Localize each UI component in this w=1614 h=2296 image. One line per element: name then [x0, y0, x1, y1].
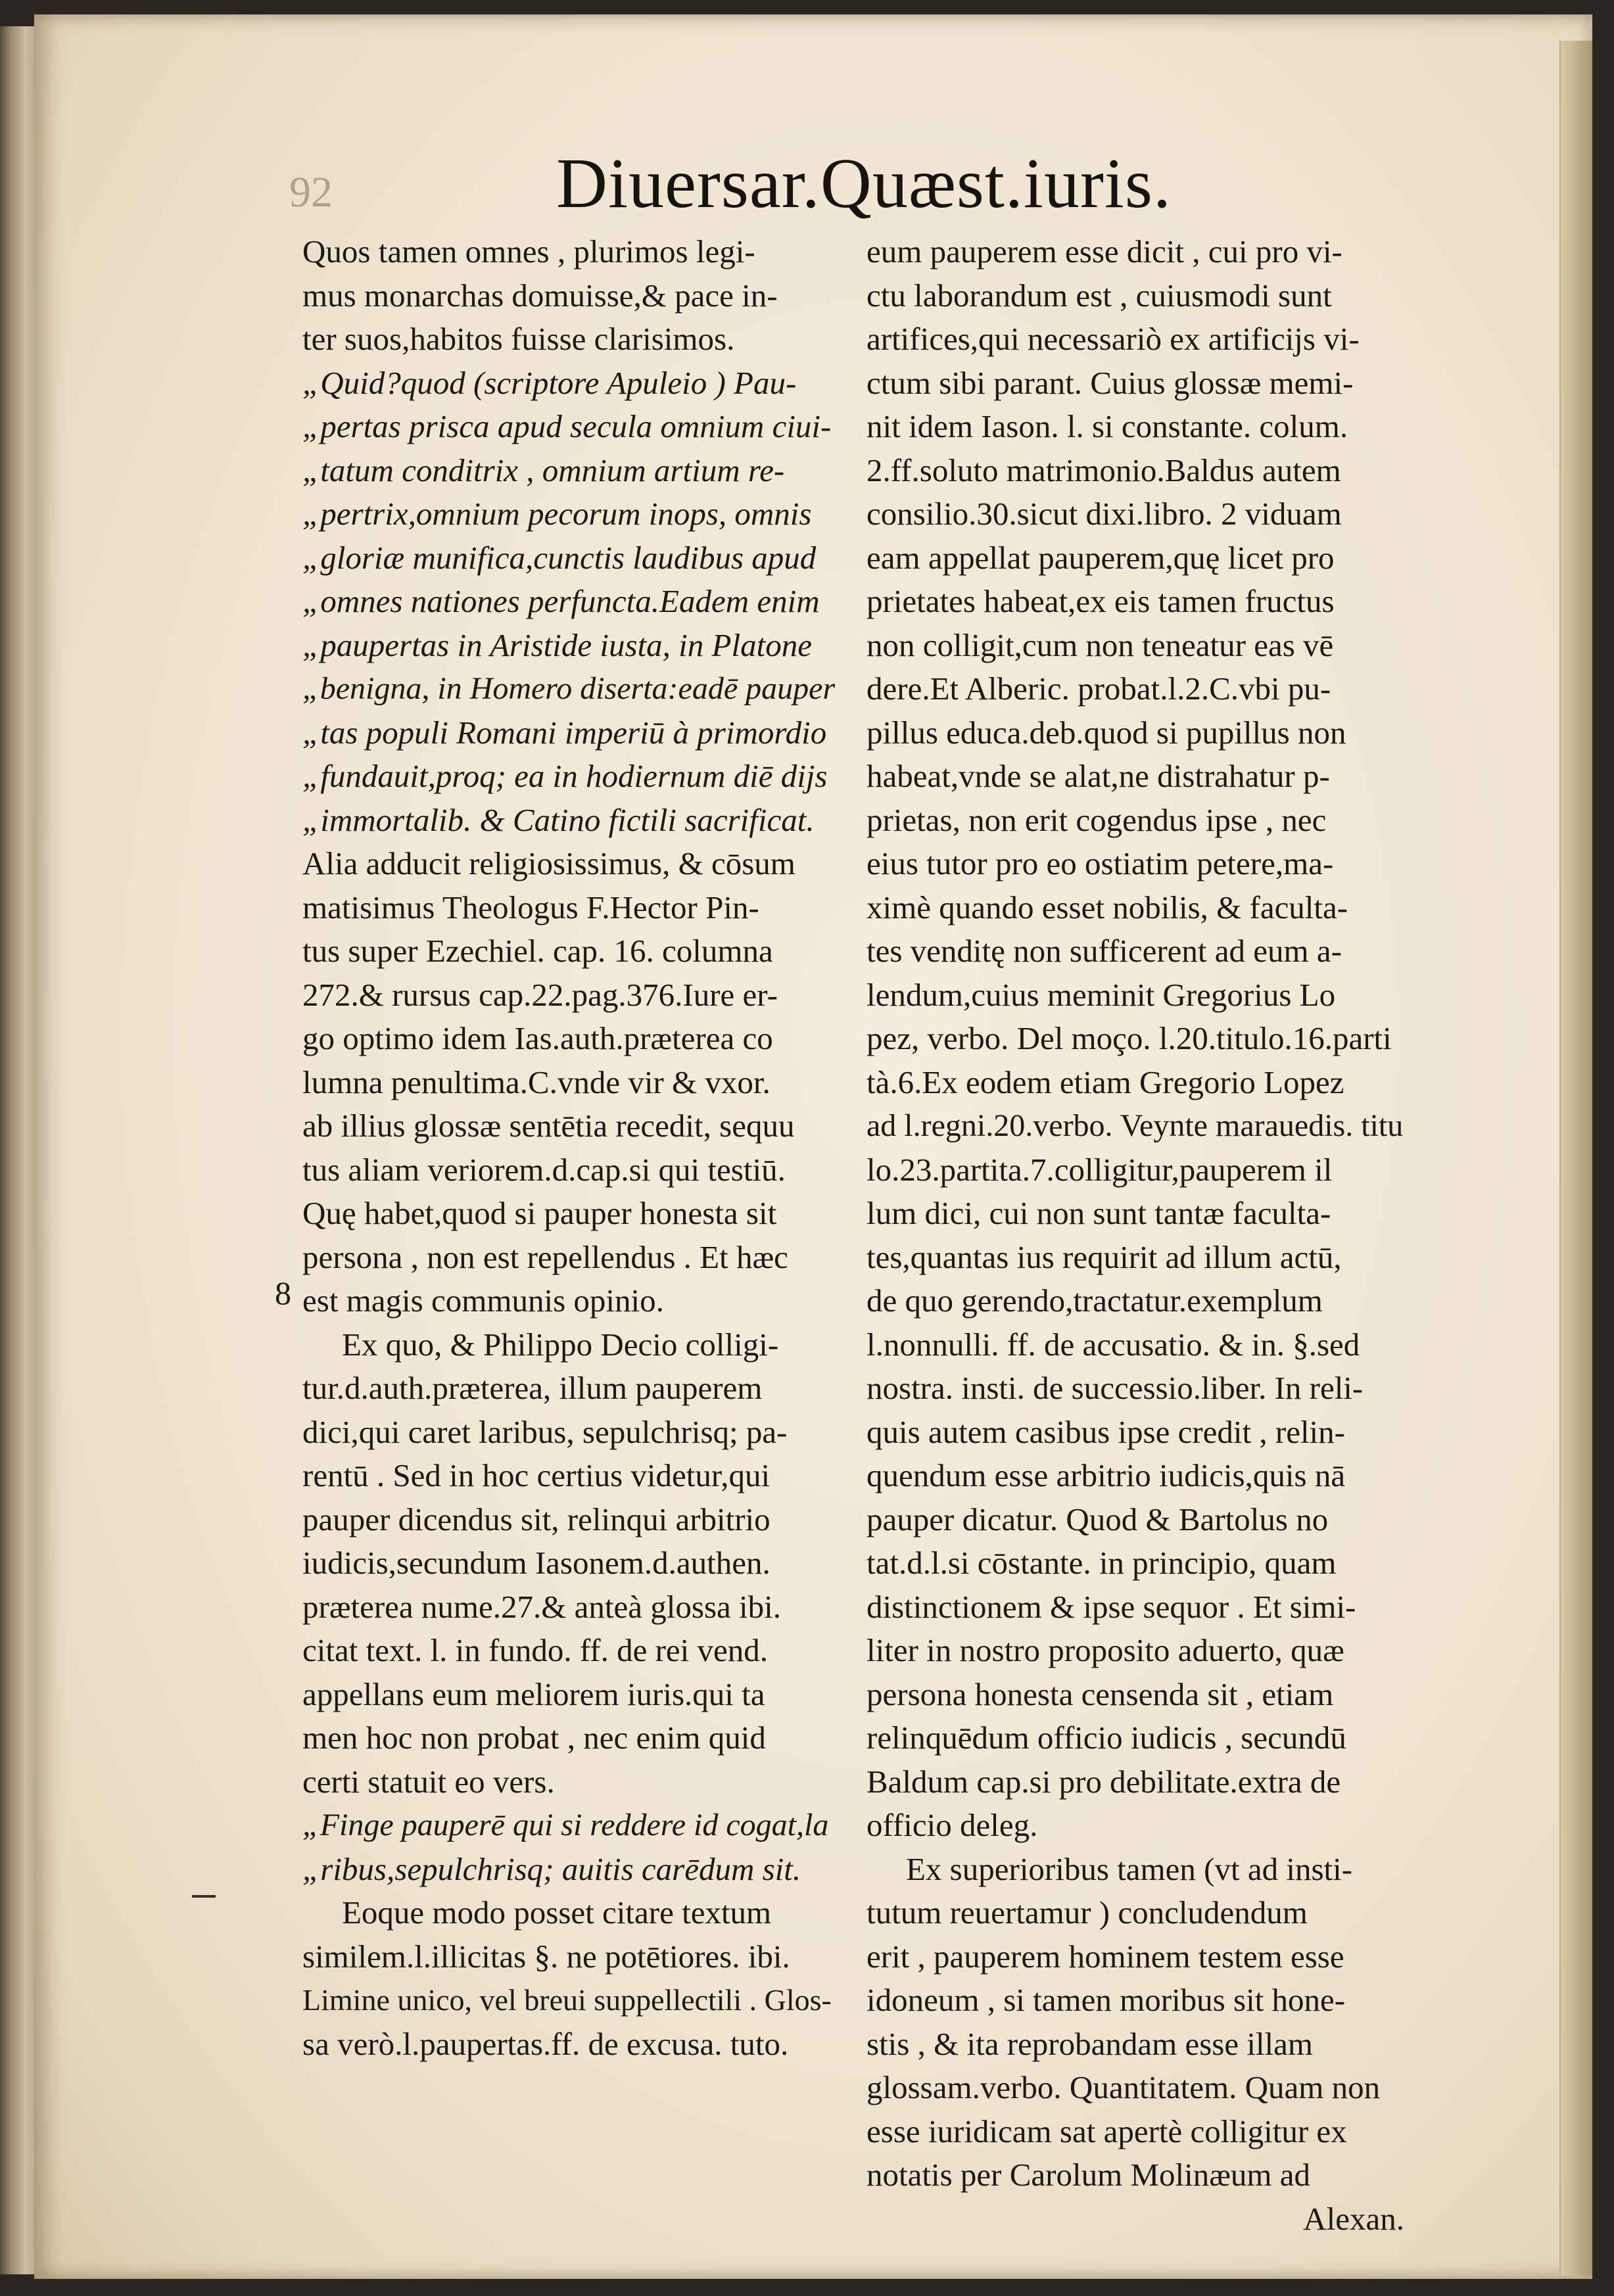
text-line: lum dici, cui non sunt tantæ faculta- [866, 1195, 1331, 1231]
text-line: non colligit,cum non teneatur eas vē [866, 626, 1334, 663]
text-line: ter suos,habitos fuisse clarisimos. [302, 321, 735, 357]
text-line: l.nonnulli. ff. de accusatio. & in. §.sed [866, 1326, 1360, 1363]
text-line: prietates habeat,ex eis tamen fructus [866, 583, 1335, 619]
text-line: pauper dicendus sit, relinqui arbitrio [302, 1501, 771, 1537]
text-line: officio deleg. [866, 1807, 1038, 1843]
text-line: notatis per Carolum Molinæum ad [866, 2157, 1311, 2193]
text-line: consilio.30.sicut dixi.libro. 2 viduam [866, 496, 1342, 532]
text-line: ad l.regni.20.verbo. Veynte marauedis. titu [866, 1108, 1404, 1143]
text-line: prietas, non erit cogendus ipse , nec [866, 801, 1327, 838]
text-line: stis , & ita reprobandam esse illam [866, 2025, 1314, 2062]
text-line: ximè quando esset nobilis, & faculta- [866, 889, 1348, 925]
text-line: præterea nume.27.& anteà glossa ibi. [302, 1588, 781, 1625]
text-line: „paupertas in Aristide iusta, in Platone [302, 626, 812, 663]
text-line: quis autem casibus ipse credit , relin- [866, 1413, 1345, 1450]
text-line: tus super Ezechiel. cap. 16. columna [302, 933, 773, 969]
text-line: lendum,cuius meminit Gregorius Lo [866, 976, 1336, 1013]
text-line: „fundauit,proq; ea in hodiernum diē dijs [302, 758, 828, 794]
text-line: Alexan. [1303, 2200, 1404, 2237]
text-line: men hoc non probat , nec enim quid [302, 1720, 766, 1756]
text-line: „benigna, in Homero diserta:eadē pauper [302, 671, 836, 706]
text-line: Quę habet,quod si pauper honesta sit [302, 1195, 777, 1231]
text-line: Ex quo, & Philippo Decio colligi- [342, 1326, 779, 1363]
text-line: eam appellat pauperem,quę licet pro [866, 539, 1335, 576]
text-line: persona honesta censenda sit , etiam [866, 1675, 1334, 1712]
text-line: Eoque modo posset citare textum [342, 1894, 772, 1931]
text-line: lumna penultima.C.vnde vir & vxor. [302, 1064, 771, 1100]
text-line: 2.ff.soluto matrimonio.Baldus autem [866, 452, 1341, 488]
text-line: rentū . Sed in hoc certius videtur,qui [302, 1457, 771, 1493]
text-line: ctum sibi parant. Cuius glossæ memi- [866, 364, 1354, 401]
text-line: esse iuridicam sat apertè colligitur ex [866, 2113, 1347, 2149]
text-line: de quo gerendo,tractatur.exemplum [866, 1282, 1323, 1319]
text-line: „pertas prisca apud secula omnium ciui- [302, 408, 832, 444]
text-line: „ribus,sepulchrisq; auitis carēdum sit. [302, 1850, 801, 1887]
text-line: erit , pauperem hominem testem esse [866, 1938, 1344, 1975]
text-line: pillus educa.deb.quod si pupillus non [866, 714, 1346, 751]
text-line: tutum reuertamur ) concludendum [866, 1894, 1308, 1931]
text-line: dici,qui caret laribus, sepulchrisq; pa- [302, 1413, 788, 1450]
text-line: Quos tamen omnes , plurimos legi- [302, 233, 755, 269]
text-line: dere.Et Alberic. probat.l.2.C.vbi pu- [866, 670, 1331, 707]
text-line: citat text. l. in fundo. ff. de rei vend. [302, 1632, 769, 1668]
text-line: ab illius glossæ sentētia recedit, sequu [302, 1108, 795, 1144]
text-line: iudicis,secundum Iasonem.d.authen. [302, 1545, 771, 1581]
text-line: eum pauperem esse dicit , cui pro vi- [866, 233, 1342, 269]
running-header: Diuersar.Quæst.iuris. [556, 145, 1172, 223]
text-line: Limine unico, vel breui suppellectili . Glos- [302, 1983, 832, 2017]
page-folio: 92 [289, 168, 333, 216]
text-line: glossam.verbo. Quantitatem. Quam non [866, 2069, 1381, 2105]
text-line: relinquēdum officio iudicis , secundū [866, 1720, 1346, 1756]
text-line: tus aliam veriorem.d.cap.si qui testiū. [302, 1151, 786, 1188]
text-line: mus monarchas domuisse,& pace in- [302, 277, 778, 314]
text-line: lo.23.partita.7.colligitur,pauperem il [866, 1151, 1333, 1188]
text-line: est magis communis opinio. [302, 1282, 664, 1319]
margin-number: 8 [275, 1275, 291, 1311]
text-line: tat.d.l.si cōstante. in principio, quam [866, 1545, 1337, 1581]
text-line: artifices,qui necessariò ex artificijs vi- [866, 321, 1360, 357]
text-line: appellans eum meliorem iuris.qui ta [302, 1675, 765, 1712]
text-line: „tatum conditrix , omnium artium re- [302, 452, 785, 488]
margin-mark [192, 1895, 216, 1898]
text-line: „immortalib. & Catino fictili sacrificat. [302, 801, 815, 838]
text-line: tes venditę non sufficerent ad eum a- [866, 933, 1342, 969]
text-line: „tas populi Romani imperiū à primordio [302, 714, 827, 751]
text-line: tur.d.auth.præterea, illum pauperem [302, 1370, 763, 1406]
text-line: Baldum cap.si pro debilitate.extra de [866, 1763, 1341, 1800]
text-line: „gloriæ munifica,cunctis laudibus apud [302, 539, 817, 576]
text-line: „pertrix,omnium pecorum inops, omnis [302, 496, 812, 532]
text-line: sa verò.l.paupertas.ff. de excusa. tuto. [302, 2025, 789, 2062]
text-line: quendum esse arbitrio iudicis,quis nā [866, 1457, 1346, 1493]
text-line: nostra. insti. de successio.liber. In reli- [866, 1370, 1364, 1406]
text-line: habeat,vnde se alat,ne distrahatur p- [866, 758, 1330, 794]
text-line: matisimus Theologus F.Hector Pin- [302, 889, 759, 925]
right-text-column [866, 230, 1404, 2241]
text-line: similem.l.illicitas §. ne potētiores. ibi. [302, 1938, 790, 1975]
text-line: 272.& rursus cap.22.pag.376.Iure er- [302, 976, 778, 1013]
text-line: certi statuit eo vers. [302, 1763, 555, 1800]
left-text-column [302, 230, 835, 2066]
text-line: „Quid?quod (scriptore Apuleio ) Pau- [302, 364, 797, 401]
text-line: persona , non est repellendus . Et hæc [302, 1238, 788, 1275]
text-line: nit idem Iason. l. si constante. colum. [866, 408, 1348, 444]
text-line: Ex superioribus tamen (vt ad insti- [906, 1850, 1353, 1887]
text-line: „omnes nationes perfuncta.Eadem enim [302, 583, 820, 619]
text-line: „Finge pauperē qui si reddere id cogat,la [302, 1808, 829, 1842]
text-line: pauper dicatur. Quod & Bartolus no [866, 1501, 1329, 1537]
text-line: ctu laborandum est , cuiusmodi sunt [866, 277, 1332, 314]
text-line: tes,quantas ius requirit ad illum actū, [866, 1238, 1342, 1275]
page-edge [1559, 41, 1592, 2276]
text-line: liter in nostro proposito aduerto, quæ [866, 1632, 1344, 1668]
text-line: go optimo idem Ias.auth.præterea co [302, 1020, 773, 1056]
text-line: Alia adducit religiosissimus, & cōsum [302, 845, 795, 881]
text-line: distinctionem & ipse sequor . Et simi- [866, 1588, 1356, 1625]
text-line: eius tutor pro eo ostiatim petere,ma- [866, 845, 1334, 881]
text-line: idoneum , si tamen moribus sit hone- [866, 1982, 1346, 2018]
text-line: pez, verbo. Del moço. l.20.titulo.16.parti [866, 1020, 1392, 1056]
text-line: tà.6.Ex eodem etiam Gregorio Lopez [866, 1064, 1344, 1100]
